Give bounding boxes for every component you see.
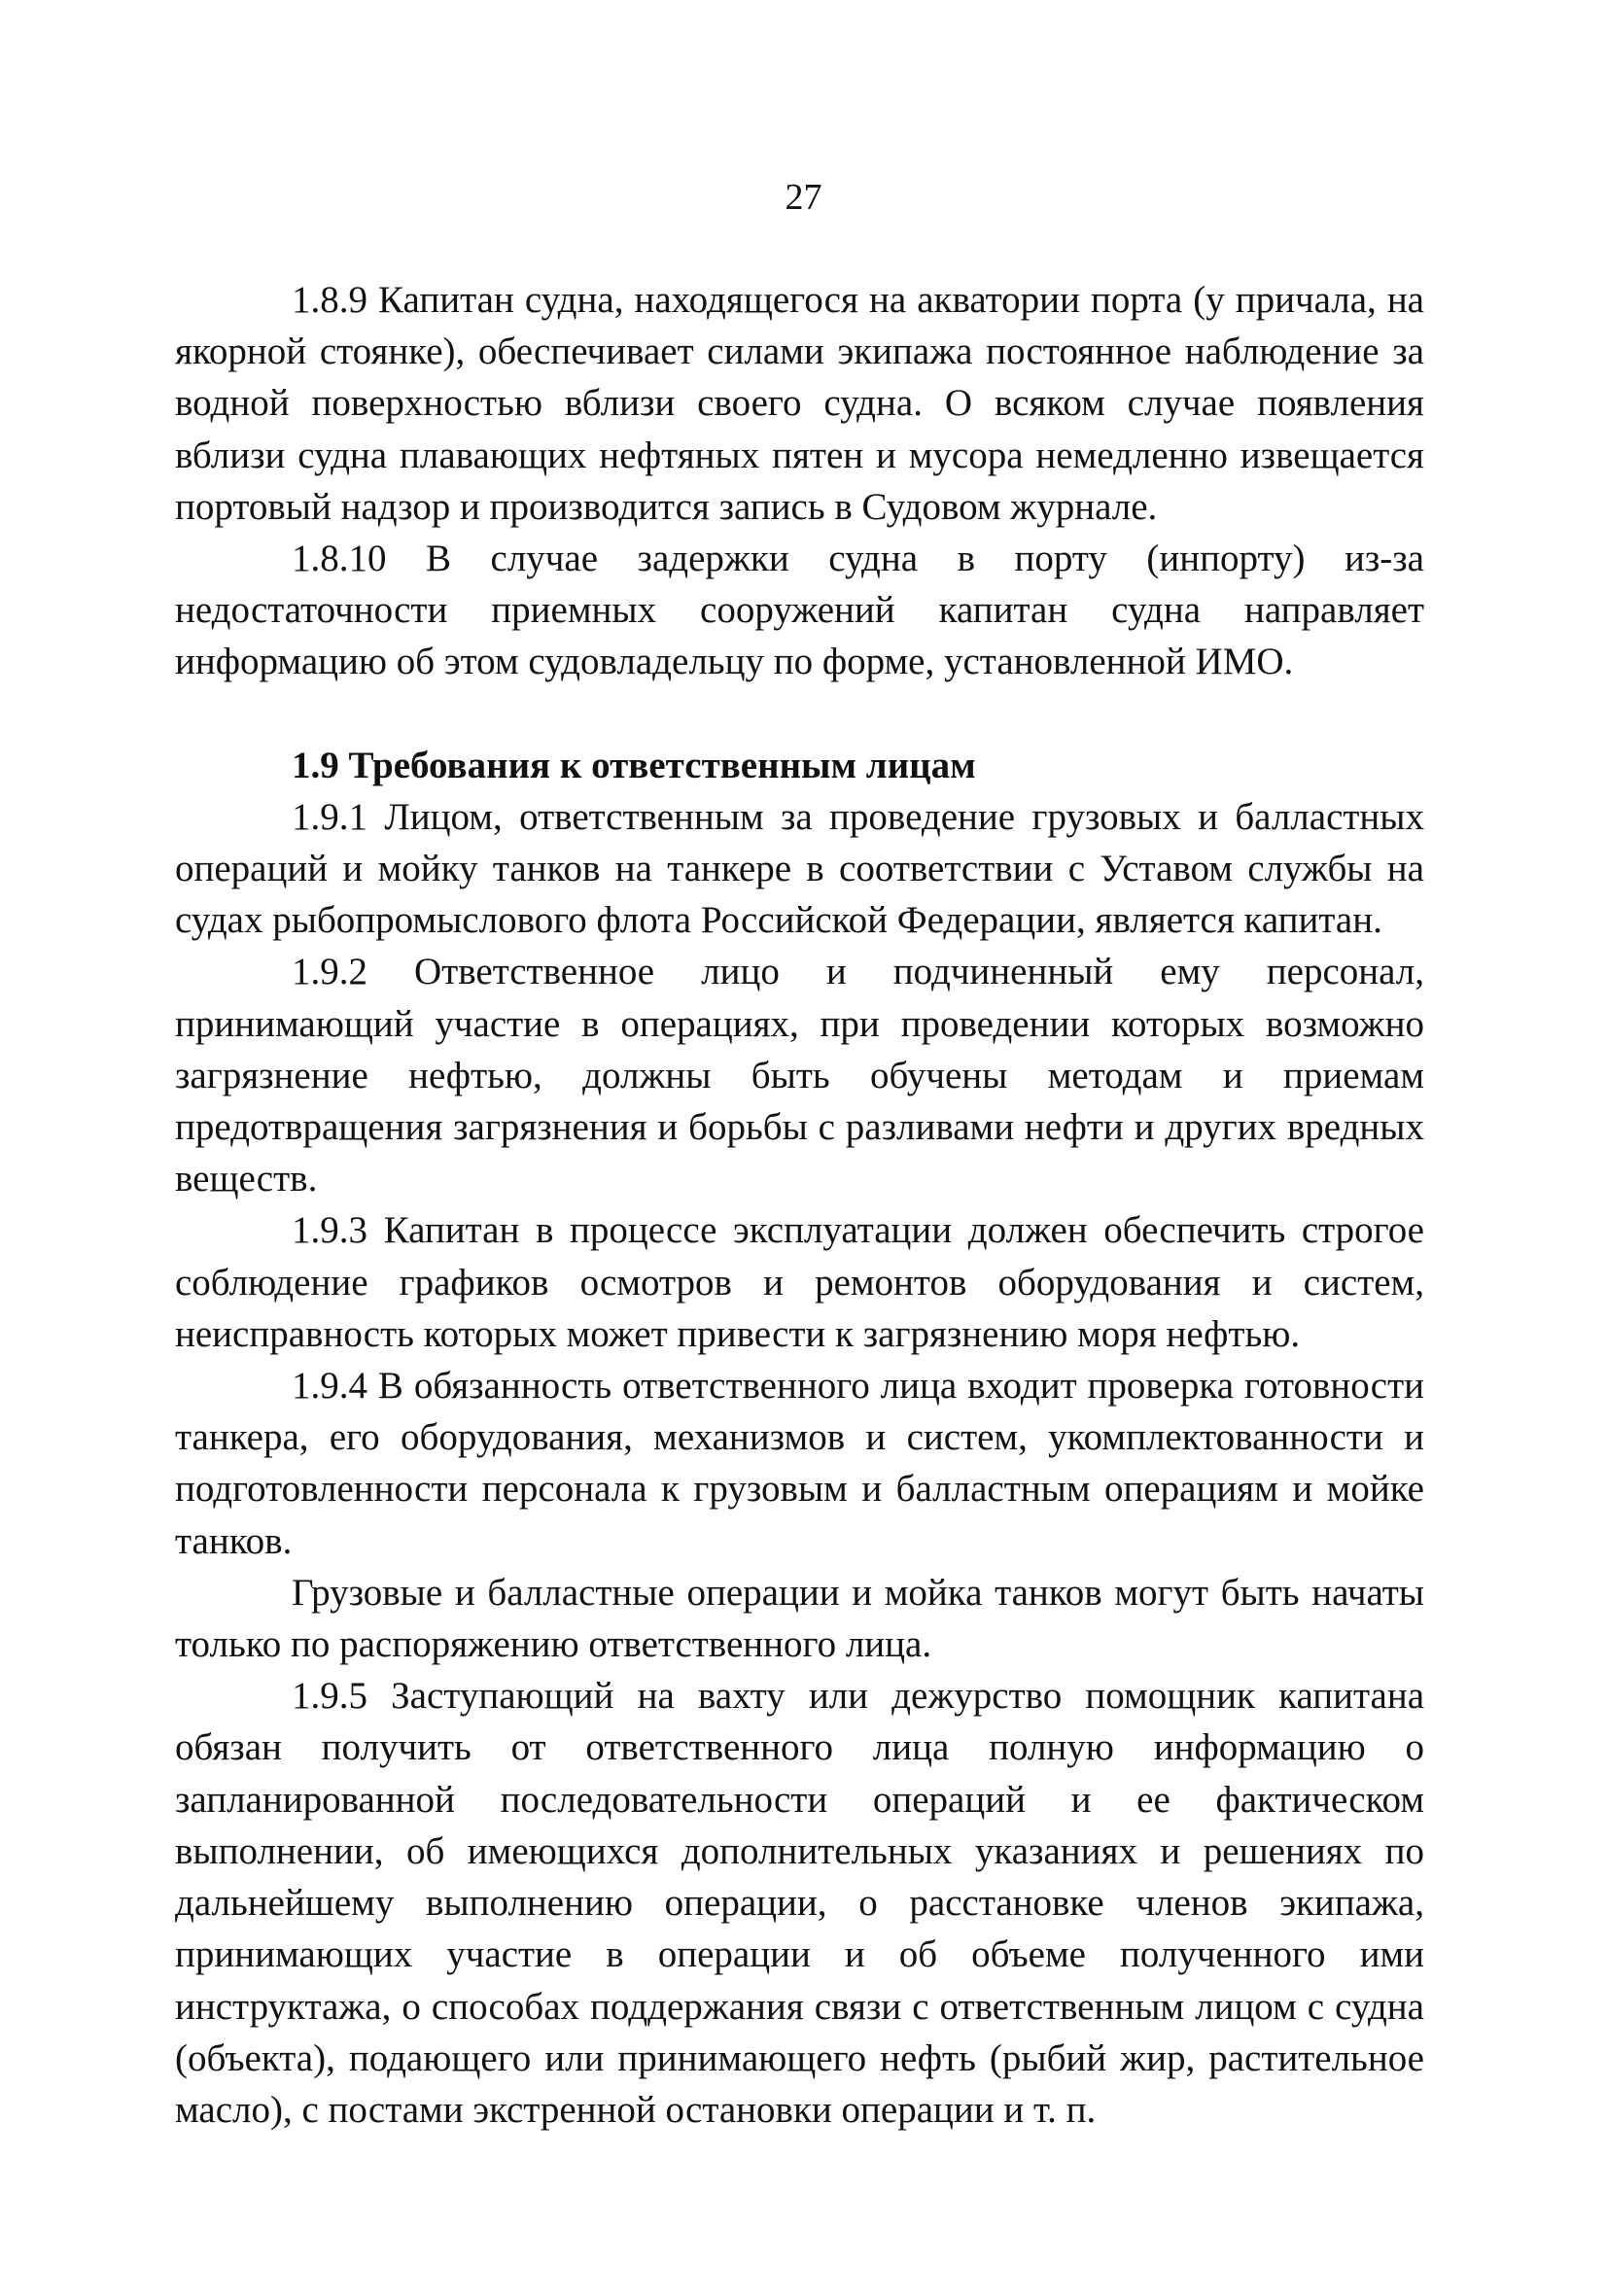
paragraph-1-9-4: 1.9.4 В обязанность ответственного лица входит проверка готовности танкера, его оборудования, механизмов и систем, укомплектованности и подготовленности персонала к грузовым и балластным операциям и мойке танков. bbox=[175, 1365, 1424, 1562]
paragraph-1-8-10: 1.8.10 В случае задержки судна в порту (инпорту) из-за недостаточности приемных сооружений капитан судна направляет информацию об этом судовладельцу по форме, установленной ИМО. bbox=[175, 538, 1424, 683]
paragraph-1-9-2: 1.9.2 Ответственное лицо и подчиненный ему персонал, принимающий участие в операциях, при проведении которых возможно загрязнение нефтью, должны быть обучены методам и приемам предотвращения загрязнения и борьбы с разливами нефти и других вредных веществ. bbox=[175, 951, 1424, 1200]
paragraph-1-9-5: 1.9.5 Заступающий на вахту или дежурство помощник капитана обязан получить от ответственного лица полную информацию о запланированной последовательности операций и ее фактическом выполнении, об имеющихся дополнительных указаниях и решениях по дальнейшему выполнению операции, о расстановке членов экипажа, принимающих участие в операции и об объеме полученного ими инструктажа, о способах поддержания связи с ответственным лицом с судна (объекта), подающего или принимающего нефть (рыбий жир, растительное масло), с постами экстренной остановки операции и т. п. bbox=[175, 1675, 1424, 2131]
paragraph-1-9-4-continuation: Грузовые и балластные операции и мойка танков могут быть начаты только по распоряжению ответственного лица. bbox=[175, 1571, 1424, 1666]
page-number: 27 bbox=[785, 177, 822, 218]
paragraph-1-8-9: 1.8.9 Капитан судна, находящегося на акватории порта (у причала, на якорной стоянке), обеспечивает силами экипажа постоянное наблюдение за водной поверхностью вблизи своего судна. О всяком случае появления вблизи судна плавающих нефтяных пятен и мусора немедленно извещается портовый надзор и производится запись в Судовом журнале. bbox=[175, 279, 1424, 528]
section-heading: 1.9 Требования к ответственным лицам bbox=[292, 744, 976, 786]
paragraph-1-9-3: 1.9.3 Капитан в процессе эксплуатации должен обеспечить строгое соблюдение графиков осмотров и ремонтов оборудования и систем, неисправность которых может привести к загрязнению моря нефтью. bbox=[175, 1209, 1424, 1355]
paragraph-1-9-1: 1.9.1 Лицом, ответственным за проведение грузовых и балластных операций и мойку танков на танкере в соответствии с Уставом службы на судах рыбопромыслового флота Российской Федерации, является капитан. bbox=[175, 795, 1424, 942]
document-body bbox=[175, 274, 1424, 2136]
